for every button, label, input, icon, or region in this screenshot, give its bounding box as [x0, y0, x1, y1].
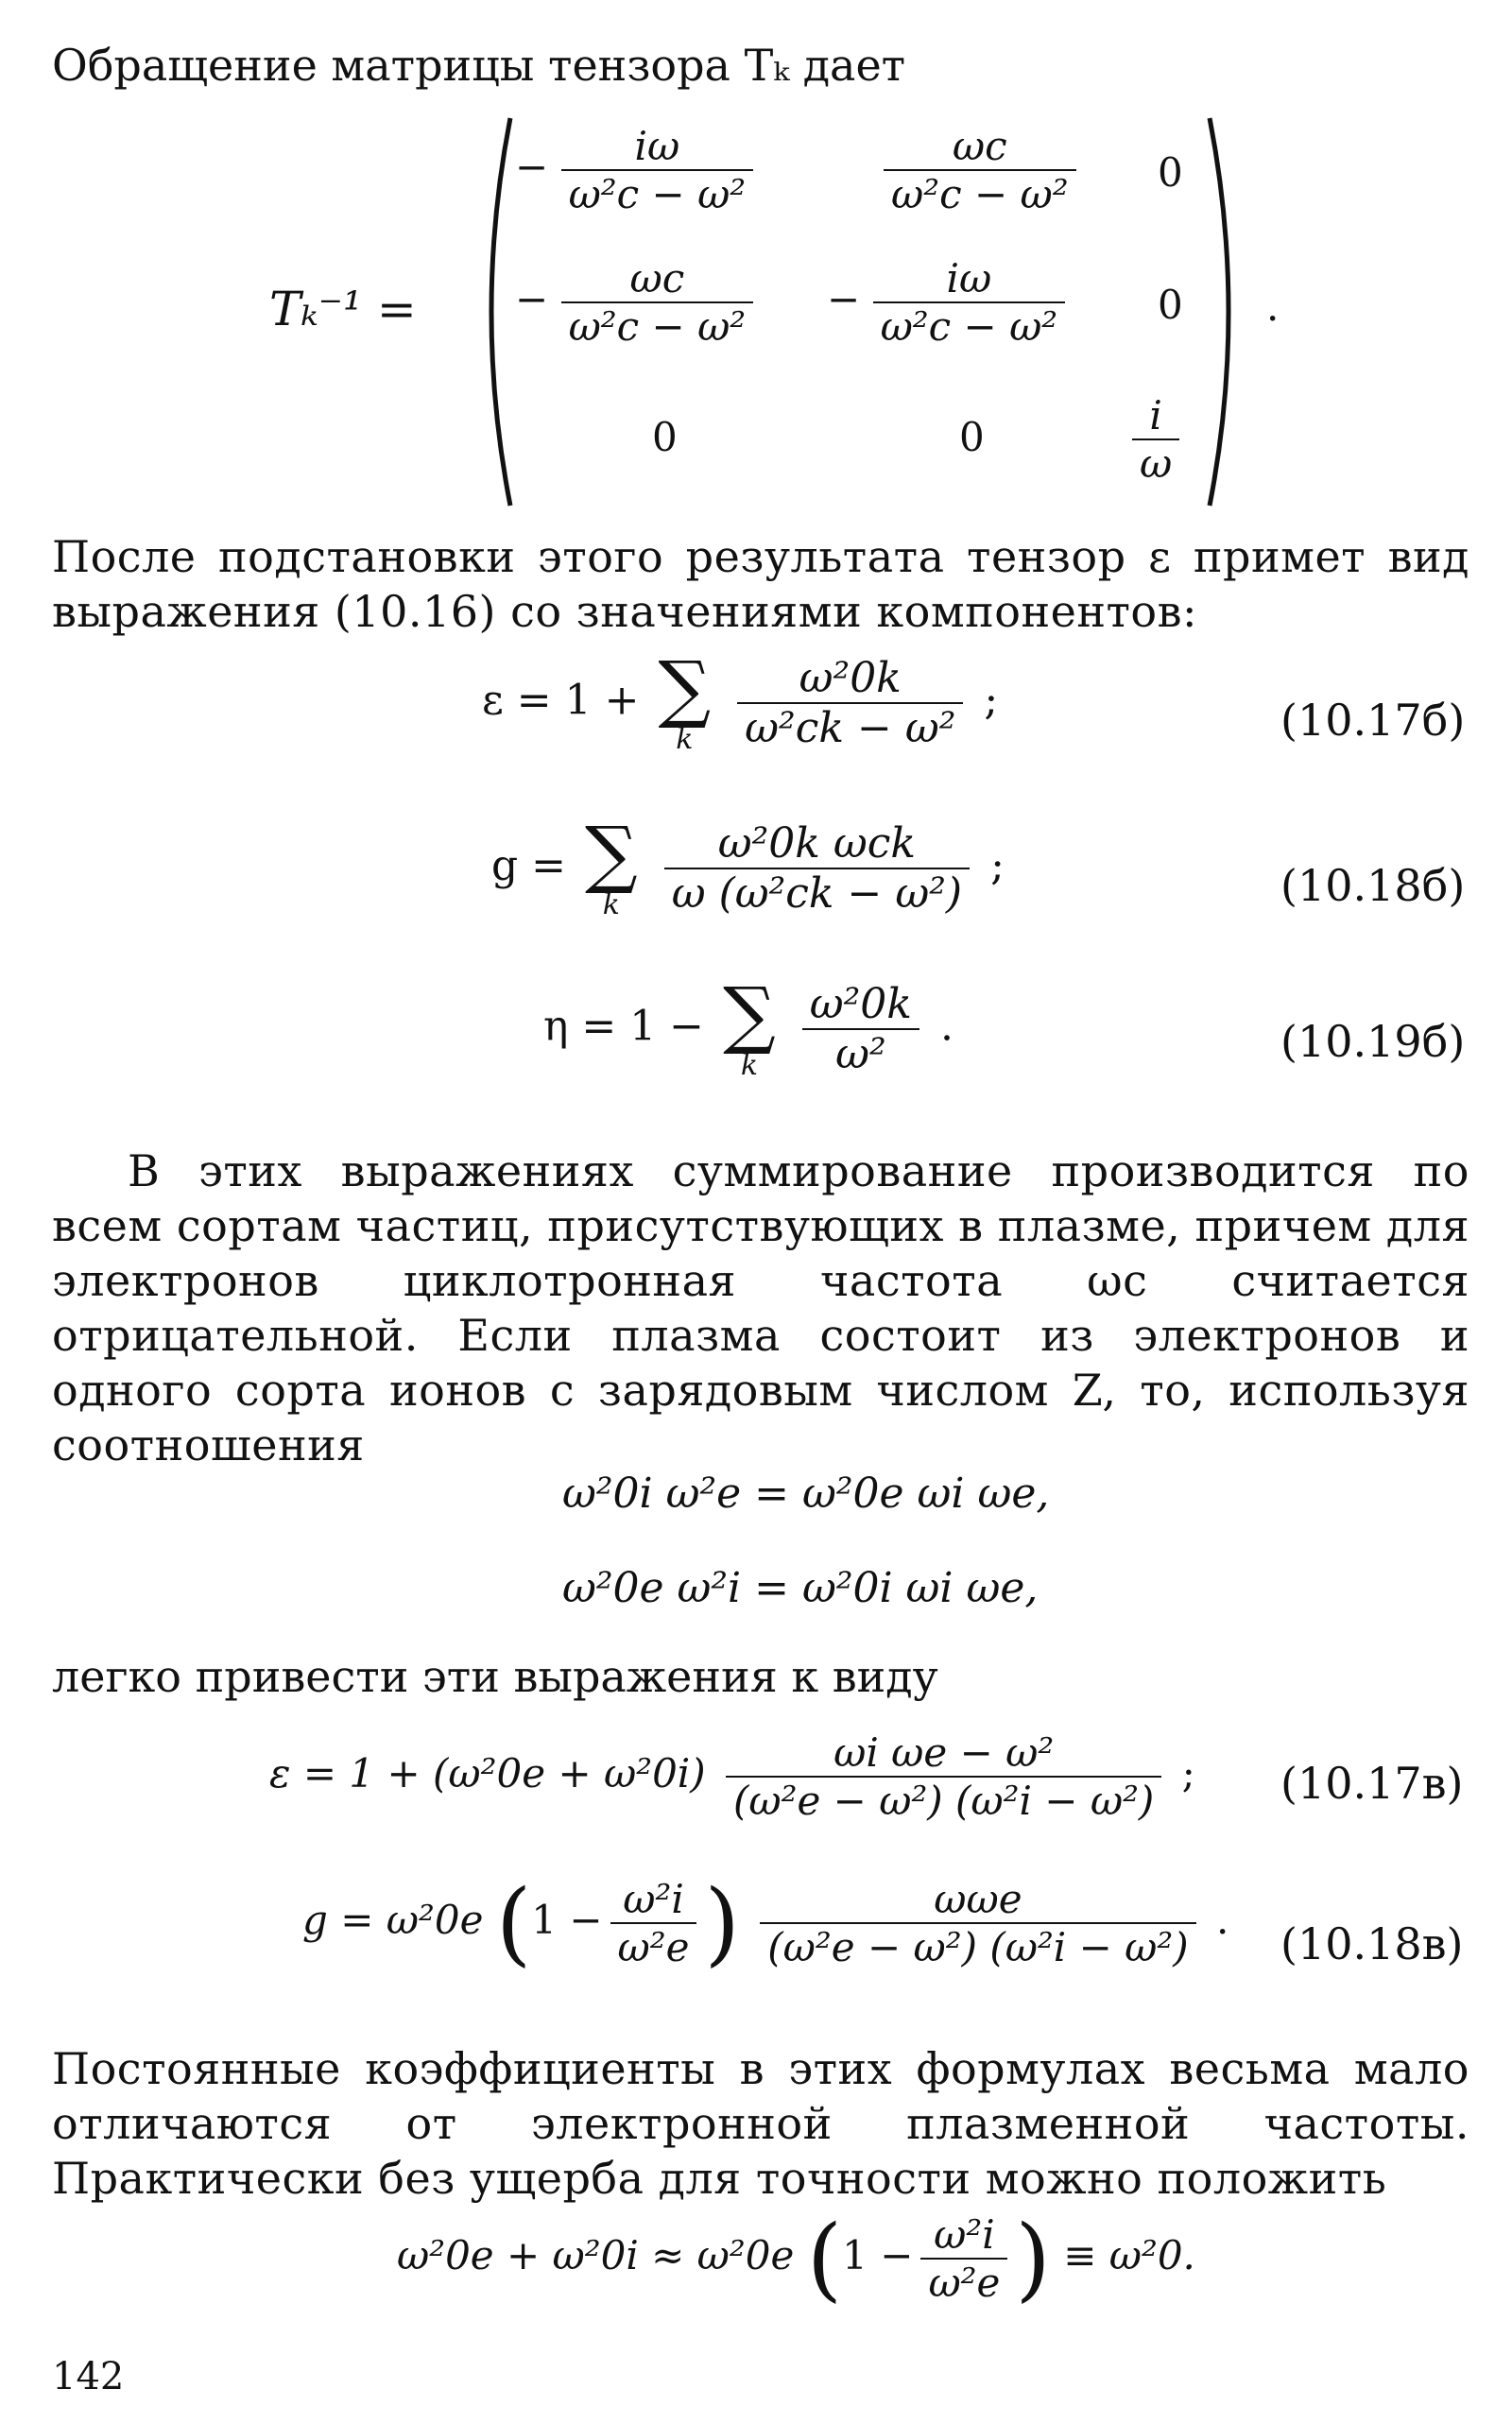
- sigma-glyph: ∑: [585, 812, 638, 897]
- denominator: (ω²e − ω²) (ω²i − ω²): [732, 1778, 1155, 1824]
- matrix-cell-1-2: [884, 123, 1076, 217]
- equation-tail: .: [1215, 1897, 1229, 1943]
- fraction: [726, 1729, 1161, 1824]
- denominator: ω²c − ω²: [880, 303, 1058, 350]
- denominator: ω (ω²ck − ω²): [671, 869, 963, 918]
- close-paren: ): [704, 1870, 740, 1976]
- matrix-cell-2-3: 0: [1158, 282, 1183, 328]
- open-paren: (: [806, 2206, 843, 2312]
- matrix-cell-3-3: [1132, 392, 1179, 487]
- equation-lhs: ω²0e + ω²0i ≈ ω²0e: [397, 2232, 795, 2278]
- denominator: ω²c − ω²: [891, 171, 1069, 217]
- matrix-cell-2-1: [515, 255, 753, 350]
- lead-in-line: легко привести эти выражения к виду: [52, 1651, 938, 1702]
- final-equation: [397, 2206, 1195, 2312]
- equation-tail: .: [939, 1002, 954, 1051]
- equation-10-17b: [482, 646, 999, 756]
- equation-tail: ;: [990, 841, 1005, 890]
- equation-number-10-19b: (10.19б): [1280, 1016, 1466, 1067]
- fraction: [737, 654, 963, 752]
- paragraph-3: Постоянные коэффициенты в этих формулах весьма мало отличаются от электронной плазменной частоты. Практически без ущерба для точности можно положить: [52, 2043, 1469, 2204]
- paragraph-1: После подстановки этого результата тензор ε примет вид выражения (10.16) со значениями компонентов:: [52, 531, 1469, 637]
- close-paren: ): [1015, 2206, 1051, 2312]
- matrix-cell-3-1: 0: [652, 414, 678, 460]
- denominator: ω: [1140, 440, 1173, 487]
- equation-number-10-17v: (10.17в): [1280, 1758, 1464, 1809]
- denominator: ω²c − ω²: [568, 171, 747, 217]
- sigma-index: k: [676, 723, 694, 756]
- matrix-cell-1-1: [515, 123, 753, 217]
- fraction: [884, 123, 1076, 217]
- numerator: ωc: [561, 255, 754, 303]
- intro-line: Обращение матрицы тензора Tₖ дает: [52, 40, 906, 91]
- denominator: ω²: [835, 1030, 886, 1078]
- fraction: [1132, 392, 1179, 487]
- denominator: (ω²e − ω²) (ω²i − ω²): [767, 1924, 1189, 1970]
- inner-fraction: [920, 2211, 1007, 2306]
- equation-lhs: g = ω²0e: [302, 1897, 484, 1943]
- matrix-lhs: Tₖ⁻¹ =: [269, 282, 417, 336]
- open-paren: (: [495, 1870, 532, 1976]
- minus-sign: −: [515, 276, 549, 322]
- relation-1: ω²0i ω²e = ω²0e ωi ωe,: [562, 1470, 1050, 1518]
- numerator: ωc: [884, 123, 1076, 171]
- fraction: [802, 980, 919, 1078]
- equation-rhs: ≡ ω²0.: [1063, 2232, 1195, 2278]
- numerator: iω: [561, 123, 754, 171]
- equation-number-10-18b: (10.18б): [1280, 860, 1466, 911]
- fraction: [561, 255, 754, 350]
- denominator: ω²c − ω²: [568, 303, 747, 350]
- equation-number-10-17b: (10.17б): [1280, 695, 1466, 746]
- numerator: i: [1132, 392, 1179, 440]
- inner-prefix: 1 −: [842, 2232, 914, 2278]
- sum-symbol: [585, 812, 638, 921]
- sigma-index: k: [740, 1049, 758, 1082]
- relation-2: ω²0e ω²i = ω²0i ωi ωe,: [562, 1564, 1039, 1612]
- sum-symbol: [658, 646, 712, 756]
- right-bracket: [1200, 113, 1257, 510]
- sigma-glyph: ∑: [723, 972, 776, 1057]
- paragraph-2: В этих выражениях суммирование производится по всем сортам частиц, присутствующих в плазме, причем для электронов циклотронная частота ωc считается отрицательной. Если плазма состоит из электронов и одного сорта ионов с зарядовым числом Z, то, используя соотношения: [52, 1145, 1469, 1470]
- sigma-index: k: [602, 888, 620, 921]
- denominator: ω²e: [928, 2260, 1001, 2306]
- numerator: ω²i: [920, 2211, 1007, 2260]
- denominator: ω²ck − ω²: [745, 704, 956, 752]
- equation-tail: ;: [984, 676, 999, 725]
- fraction: [664, 819, 970, 918]
- matrix-equation: [0, 113, 1512, 510]
- minus-sign: −: [515, 144, 549, 190]
- sigma-glyph: ∑: [658, 646, 712, 731]
- numerator: ωωe: [760, 1876, 1195, 1924]
- inner-fraction: [610, 1876, 697, 1970]
- numerator: ωi ωe − ω²: [726, 1729, 1161, 1778]
- equation-tail: ;: [1181, 1750, 1195, 1797]
- minus-sign: −: [827, 276, 861, 322]
- fraction: [873, 255, 1066, 350]
- numerator: ω²0k: [737, 654, 963, 704]
- equation-number-10-18v: (10.18в): [1280, 1918, 1464, 1969]
- equation-lhs: ε = 1 + (ω²0e + ω²0i): [269, 1750, 706, 1797]
- equation-10-18b: [491, 812, 1005, 921]
- fraction: [561, 123, 754, 217]
- matrix-cell-1-3: 0: [1158, 149, 1183, 196]
- matrix-cell-3-2: 0: [959, 414, 985, 460]
- numerator: ω²0k ωck: [664, 819, 970, 869]
- numerator: ω²i: [610, 1876, 697, 1924]
- left-bracket: [463, 113, 520, 510]
- equation-10-17v: [269, 1729, 1195, 1824]
- denominator: ω²e: [617, 1924, 690, 1970]
- inner-prefix: 1 −: [531, 1897, 603, 1943]
- fraction: [760, 1876, 1195, 1970]
- sum-symbol: [723, 972, 776, 1082]
- matrix-period: .: [1266, 284, 1280, 330]
- equation-10-18v: [302, 1870, 1229, 1976]
- equation-lhs: g =: [491, 841, 567, 890]
- page-number: 142: [52, 2355, 125, 2398]
- equation-10-19b: [543, 972, 954, 1082]
- matrix-cell-2-2: [827, 255, 1065, 350]
- numerator: iω: [873, 255, 1066, 303]
- numerator: ω²0k: [802, 980, 919, 1030]
- equation-lhs: η = 1 −: [543, 1002, 705, 1051]
- equation-lhs: ε = 1 +: [482, 676, 640, 725]
